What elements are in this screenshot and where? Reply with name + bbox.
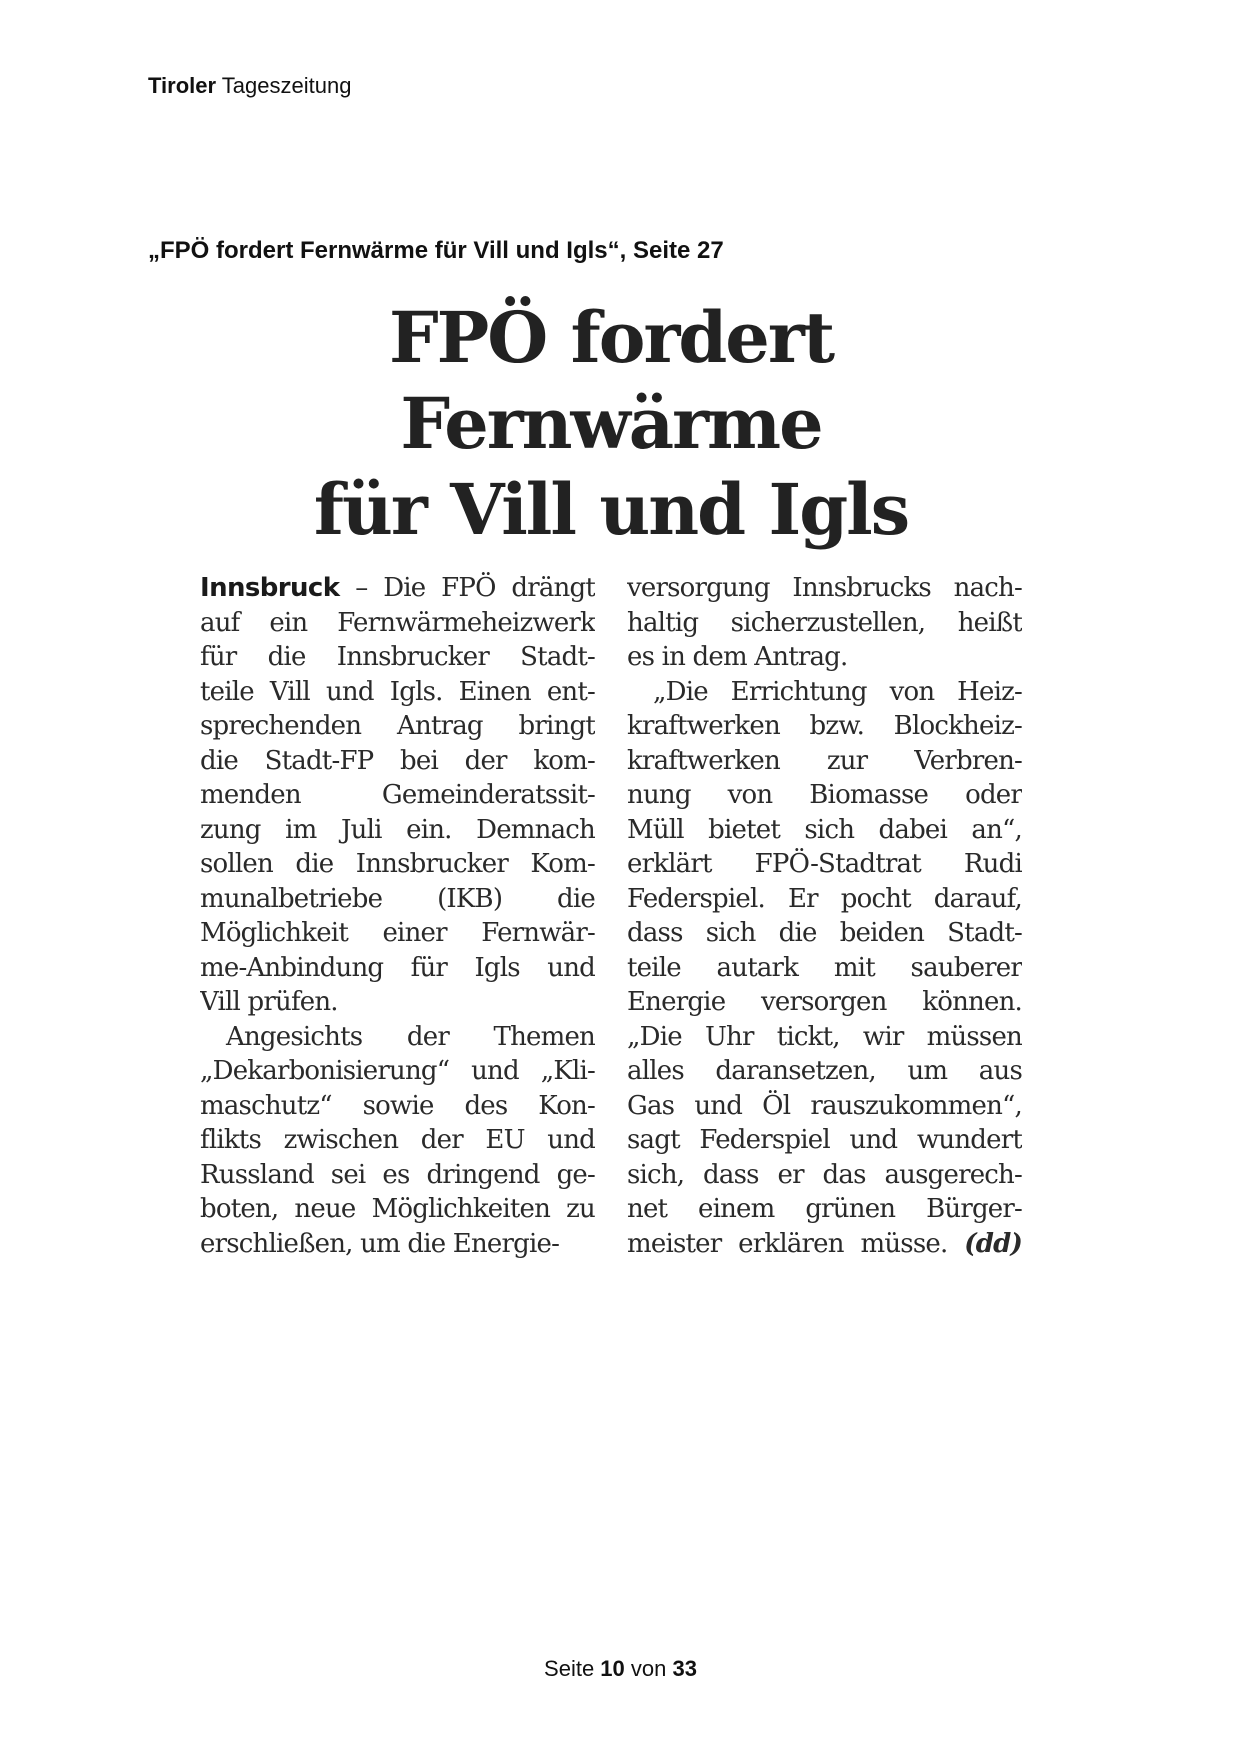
headline-line-2: für Vill und Igls xyxy=(313,468,909,551)
article-line xyxy=(200,951,595,986)
article-line xyxy=(627,675,1022,710)
article-line xyxy=(200,1227,595,1262)
article-line xyxy=(627,1054,1022,1089)
article-line-text: maschutz“ sowie des Kon- xyxy=(200,1090,595,1121)
page-number-prefix: Seite xyxy=(544,1656,601,1681)
article-line xyxy=(200,813,595,848)
article-column-1 xyxy=(200,571,595,1261)
article-line xyxy=(200,1020,595,1055)
article-line-text: erklärt FPÖ-Stadtrat Rudi xyxy=(627,849,1022,879)
headline-line-1: FPÖ fordert Fernwärme xyxy=(388,296,834,465)
dateline: Innsbruck xyxy=(200,573,340,603)
article-line xyxy=(200,640,595,675)
article-body xyxy=(200,571,1022,1261)
article-line-text: Gas und Öl rauszukommen“, xyxy=(627,1090,1022,1121)
article-line-text: Müll bietet sich dabei an“, xyxy=(627,814,1022,845)
article-line xyxy=(627,1123,1022,1158)
article-line xyxy=(200,1123,595,1158)
article-line-text: es in dem Antrag. xyxy=(627,642,848,672)
article-line-text: teile Vill und Igls. Einen ent- xyxy=(200,676,595,707)
newspaper-clipping xyxy=(200,295,1022,1261)
article-line-text: nung von Biomasse oder xyxy=(627,780,1022,810)
article-line xyxy=(200,1054,595,1089)
article-line-text: sollen die Innsbrucker Kom- xyxy=(200,849,595,879)
article-line xyxy=(627,571,1022,606)
article-line xyxy=(627,985,1022,1020)
author-tag: (dd) xyxy=(964,1228,1022,1259)
article-line-text: teile autark mit sauberer xyxy=(627,952,1022,983)
article-line-text: flikts zwischen der EU und xyxy=(200,1125,595,1155)
article-line-text: menden Gemeinderatssit- xyxy=(200,780,595,810)
article-line xyxy=(627,916,1022,951)
article-line-text: auf ein Fernwärmeheizwerk xyxy=(200,607,595,638)
article-line xyxy=(200,1089,595,1124)
article-line-text: versorgung Innsbrucks nach- xyxy=(627,573,1022,603)
article-line xyxy=(627,640,1022,675)
article-line-text: Angesichts der Themen xyxy=(226,1021,595,1052)
article-line-text: „Die Errichtung von Heiz- xyxy=(653,676,1022,707)
article-line-text: „Die Uhr tickt, wir müssen xyxy=(627,1021,1022,1052)
article-line xyxy=(627,1020,1022,1055)
article-line xyxy=(200,778,595,813)
article-line xyxy=(627,1158,1022,1193)
article-line xyxy=(627,1089,1022,1124)
article-line-text: boten, neue Möglichkeiten zu xyxy=(200,1194,595,1224)
article-line xyxy=(200,675,595,710)
article-line-text: erschließen, um die Energie- xyxy=(200,1228,560,1259)
article-headline xyxy=(200,295,1022,553)
publication-name xyxy=(148,73,351,99)
article-line-text: kraftwerken bzw. Blockheiz- xyxy=(627,711,1022,741)
article-line-text: – Die FPÖ drängt xyxy=(339,573,595,603)
article-line xyxy=(627,778,1022,813)
article-line-text: me-Anbindung für Igls und xyxy=(200,952,595,983)
article-line-text: meister erklären müsse. xyxy=(627,1228,948,1259)
article-line-text: für die Innsbrucker Stadt- xyxy=(200,642,595,672)
article-line-text: sagt Federspiel und wundert xyxy=(627,1125,1022,1155)
article-line xyxy=(627,847,1022,882)
publication-name-bold: Tiroler xyxy=(148,73,217,98)
article-line xyxy=(200,606,595,641)
article-line xyxy=(200,985,595,1020)
article-line-text: Russland sei es dringend ge- xyxy=(200,1159,595,1190)
article-line xyxy=(627,951,1022,986)
total-pages: 33 xyxy=(672,1656,697,1681)
article-line-text: haltig sicherzustellen, heißt xyxy=(627,607,1022,638)
article-line xyxy=(627,709,1022,744)
article-line-text: Federspiel. Er pocht darauf, xyxy=(627,883,1022,914)
article-line xyxy=(200,1158,595,1193)
article-line xyxy=(200,744,595,779)
article-line-text: Möglichkeit einer Fernwär- xyxy=(200,918,595,948)
article-line xyxy=(200,1192,595,1227)
article-line xyxy=(627,813,1022,848)
page-number xyxy=(0,1656,1241,1682)
current-page: 10 xyxy=(600,1656,625,1681)
article-line-text: kraftwerken zur Verbren- xyxy=(627,745,1022,776)
article-line xyxy=(627,744,1022,779)
article-line-text: net einem grünen Bürger- xyxy=(627,1194,1022,1224)
article-line-text: zung im Juli ein. Demnach xyxy=(200,814,595,845)
article-line-text: sprechenden Antrag bringt xyxy=(200,711,595,741)
article-line-text: die Stadt-FP bei der kom- xyxy=(200,745,595,776)
article-line xyxy=(627,606,1022,641)
article-column-2 xyxy=(627,571,1022,1261)
article-line-text: Energie versorgen können. xyxy=(627,987,1022,1017)
article-line xyxy=(200,571,595,606)
article-line-text: „Dekarbonisierung“ und „Kli- xyxy=(200,1056,595,1086)
article-line-text: Vill prüfen. xyxy=(200,987,338,1017)
article-line xyxy=(200,916,595,951)
article-line xyxy=(200,847,595,882)
publication-name-rest: Tageszeitung xyxy=(216,73,352,98)
article-line-text: munalbetriebe (IKB) die xyxy=(200,883,595,914)
article-line-text: sich, dass er das ausgerech- xyxy=(627,1159,1022,1190)
article-reference-title: „FPÖ fordert Fernwärme für Vill und Igls“, Seite 27 xyxy=(148,237,724,264)
article-line xyxy=(200,882,595,917)
page-number-middle: von xyxy=(624,1656,673,1681)
article-line-text: alles daransetzen, um aus xyxy=(627,1056,1022,1086)
article-line xyxy=(627,1227,1022,1262)
article-line xyxy=(627,1192,1022,1227)
article-line-text: dass sich die beiden Stadt- xyxy=(627,918,1022,948)
article-line xyxy=(200,709,595,744)
article-line xyxy=(627,882,1022,917)
